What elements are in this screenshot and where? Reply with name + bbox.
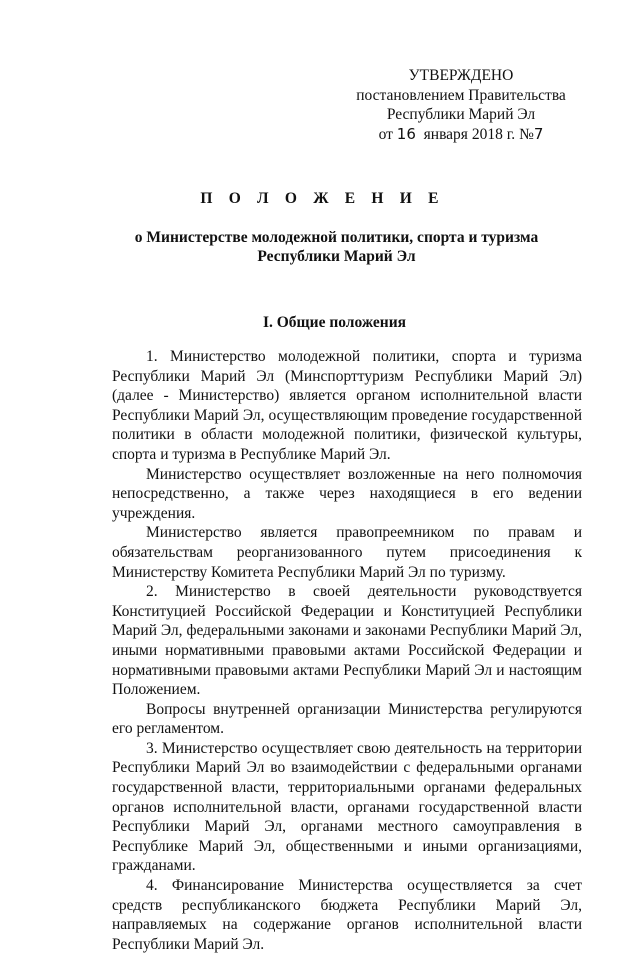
approval-date-month-year: января 2018 г. bbox=[423, 125, 516, 143]
paragraph-7: 4. Финансирование Министерства осуществляется за счет средств республиканского бюджета Республики Марий Эл, направляемых на содержание органов исполнительной власти Республики Марий Эл. bbox=[112, 877, 582, 953]
paragraph-4: 2. Министерство в своей деятельности руководствуется Конституцией Российской Федерации и Конституцией Республики Марий Эл, федеральными законами и законами Республики Марий Эл, иными нормативными правовыми актами Российской Федерации и нормативными правовыми актами Республики Марий Эл и настоящим Положением. bbox=[112, 583, 582, 699]
approval-date-day: 16 bbox=[396, 124, 416, 143]
subtitle-line-2: Республики Марий Эл bbox=[257, 248, 416, 265]
approval-number-sign: № bbox=[519, 125, 534, 143]
approval-date-line bbox=[326, 125, 596, 145]
approval-stamp bbox=[326, 66, 596, 144]
document-title: П О Л О Ж Е Н И Е bbox=[200, 190, 445, 207]
paragraph-6: 3. Министерство осуществляет свою деятельность на территории Республики Марий Эл во взаимодействии с федеральными органами государственной власти, территориальными органами федеральных органов исполнительной власти, органами государственной власти Республики Марий Эл, органами местного самоуправления в Республике Марий Эл, общественными и иными организациями, гражданами. bbox=[112, 739, 582, 875]
approval-region: Республики Марий Эл bbox=[386, 106, 536, 123]
section-body bbox=[112, 347, 582, 954]
approval-date-prefix: от bbox=[378, 125, 393, 143]
paragraph-5: Вопросы внутренней организации Министерства регулируются его регламентом. bbox=[112, 700, 582, 738]
subtitle-line-1: о Министерстве молодежной политики, спорта и туризма bbox=[134, 229, 539, 246]
approval-label: УТВЕРЖДЕНО bbox=[408, 67, 514, 84]
approval-number: 7 bbox=[533, 124, 544, 143]
approval-decree: постановлением Правительства bbox=[356, 86, 566, 104]
paragraph-1: 1. Министерство молодежной политики, спорта и туризма Республики Марий Эл (Минспорттуризм Республики Марий Эл) (далее - Министерство) является органом исполнительной власти Республики Марий Эл, осуществляющим проведение государственной политики в области молодежной политики, физической культуры, спорта и туризма в Республике Марий Эл. bbox=[112, 348, 582, 463]
paragraph-2: Министерство осуществляет возложенные на него полномочия непосредственно, а также через находящиеся в его ведении учреждения. bbox=[112, 465, 582, 522]
document-subtitle bbox=[0, 228, 639, 266]
paragraph-3: Министерство является правопреемником по правам и обязательствам реорганизованного путем присоединения к Министерству Комитета Республики Марий Эл по туризму. bbox=[112, 524, 582, 581]
section-heading: I. Общие положения bbox=[262, 314, 407, 331]
